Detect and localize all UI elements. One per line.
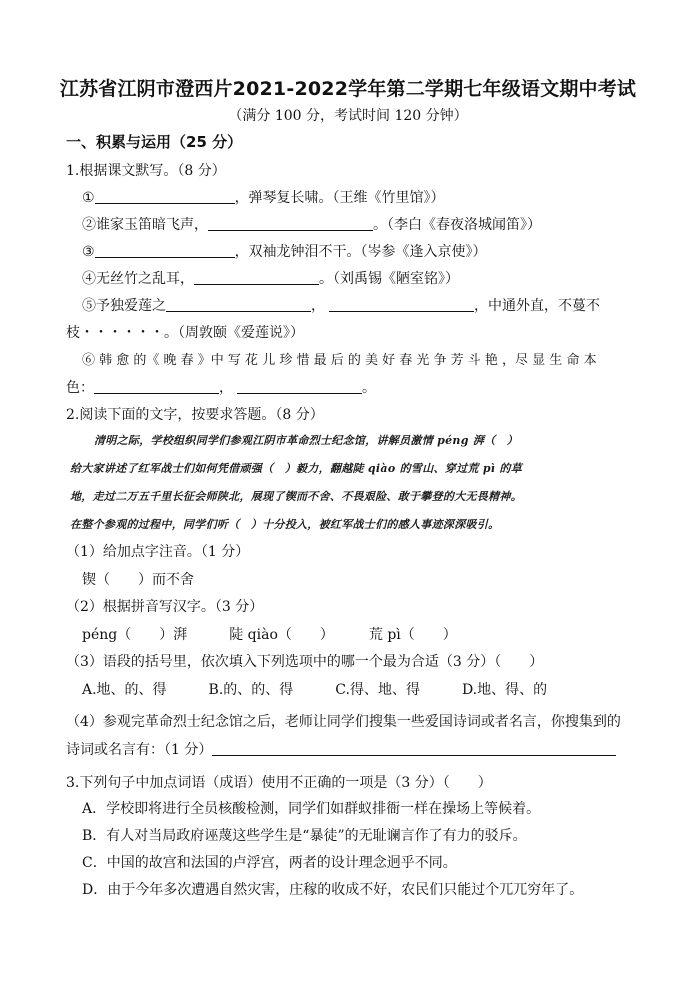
q2-sub-3: （3）语段的括号里，依次填入下列选项中的哪一个最为合适（3 分）（ ） bbox=[66, 654, 544, 670]
answer-blank[interactable] bbox=[166, 297, 311, 312]
q2-sub-3-options: A.地、的、得 B.的、的、得 C.得、地、得 D.地、得、的 bbox=[82, 682, 548, 698]
q1-line-6b: 色： ， 。 bbox=[66, 380, 376, 396]
answer-blank[interactable] bbox=[95, 189, 235, 204]
answer-blank[interactable] bbox=[329, 297, 474, 312]
q1-line-2: ②谁家玉笛暗飞声， 。（李白《春夜洛城闻笛》） bbox=[82, 217, 541, 233]
q1-line-6: ⑥ 韩 愈 的《 晚 春 》中 写 花 儿 珍 惜 最 后 的 美 好 春 光 争 芳 斗 艳 ，尽 显 生 命 本 bbox=[82, 353, 597, 368]
q3-option-b: B．有人对当局政府诬蔑这些学生是“暴徒”的无耻谰言作了有力的驳斥。 bbox=[82, 828, 527, 844]
q1-line-5: ⑤予独爱莲之 ， ，中通外直，不蔓不 bbox=[82, 298, 600, 314]
answer-blank[interactable] bbox=[212, 741, 616, 756]
answer-blank[interactable] bbox=[208, 216, 373, 231]
answer-blank[interactable] bbox=[194, 270, 319, 285]
q2-passage-line-1: 清明之际，学校组织同学们参观江阴市革命烈士纪念馆，讲解员激情 péng 湃（ ） bbox=[94, 434, 519, 447]
q1-stem: 1.根据课文默写。（8 分） bbox=[66, 163, 226, 179]
q2-stem: 2.阅读下面的文字，按要求答题。（8 分） bbox=[66, 407, 324, 423]
q3-option-a: A．学校即将进行全员核酸检测，同学们如群蚁排衙一样在操场上等候着。 bbox=[82, 801, 541, 817]
q1-line-1: ① ，弹琴复长啸。（王维《竹里馆》） bbox=[82, 190, 445, 206]
q2-sub-2: （2）根据拼音写汉字。（3 分） bbox=[66, 599, 264, 615]
q3-option-c: C．中国的故宫和法国的卢浮宫，两者的设计理念迥乎不同。 bbox=[82, 855, 457, 871]
section-heading: 一、积累与运用（25 分） bbox=[66, 133, 243, 151]
q2-passage-line-4: 在整个参观的过程中，同学们听（ ）十分投入，被红军战士们的感人事迹深深吸引。 bbox=[70, 518, 500, 531]
q3-option-d: D．由于今年多次遭遇自然灾害，庄稼的收成不好，农民们只能过个兀兀穷年了。 bbox=[82, 882, 584, 898]
q2-sub-4b: 诗词或名言有：（1 分） bbox=[66, 739, 616, 759]
answer-blank[interactable] bbox=[237, 379, 362, 394]
q1-line-4: ④无丝竹之乱耳， 。（刘禹锡《陋室铭》） bbox=[82, 271, 459, 287]
q1-line-5b: 枝・・・・・・。（周敦颐《爱莲说》） bbox=[66, 325, 304, 341]
q1-line-3: ③ ，双袖龙钟泪不干。（岑参《逢入京使》） bbox=[82, 244, 487, 260]
q2-sub-1-answer: 锲（ ）而不舍 bbox=[82, 572, 194, 588]
q3-stem: 3.下列句子中加点词语（成语）使用不正确的一项是（3 分）（ ） bbox=[66, 775, 492, 791]
q2-sub-1: （1）给加点字注音。（1 分） bbox=[66, 544, 250, 560]
exam-subtitle: （满分 100 分，考试时间 120 分钟） bbox=[228, 108, 468, 124]
answer-blank[interactable] bbox=[94, 379, 219, 394]
q2-passage-line-3: 地，走过二万五千里长征会师陕北，展现了锲而不舍、不畏艰险、敢于攀登的大无畏精神。 bbox=[70, 490, 522, 503]
q2-sub-4: （4）参观完革命烈士纪念馆之后，老师让同学们搜集一些爱国诗词或者名言，你搜集到的 bbox=[66, 714, 621, 730]
answer-blank[interactable] bbox=[95, 243, 235, 258]
q2-sub-2-answer: péng（ ）湃 陡 qiào（ ） 荒 pì（ ） bbox=[82, 627, 457, 643]
q2-passage-line-2: 给大家讲述了红军战士们如何凭借顽强（ ）毅力，翻越陡 qiào 的雪山、穿过荒 pì 的草 bbox=[70, 462, 523, 475]
exam-title: 江苏省江阴市澄西片2021-2022学年第二学期七年级语文期中考试 bbox=[59, 78, 637, 100]
